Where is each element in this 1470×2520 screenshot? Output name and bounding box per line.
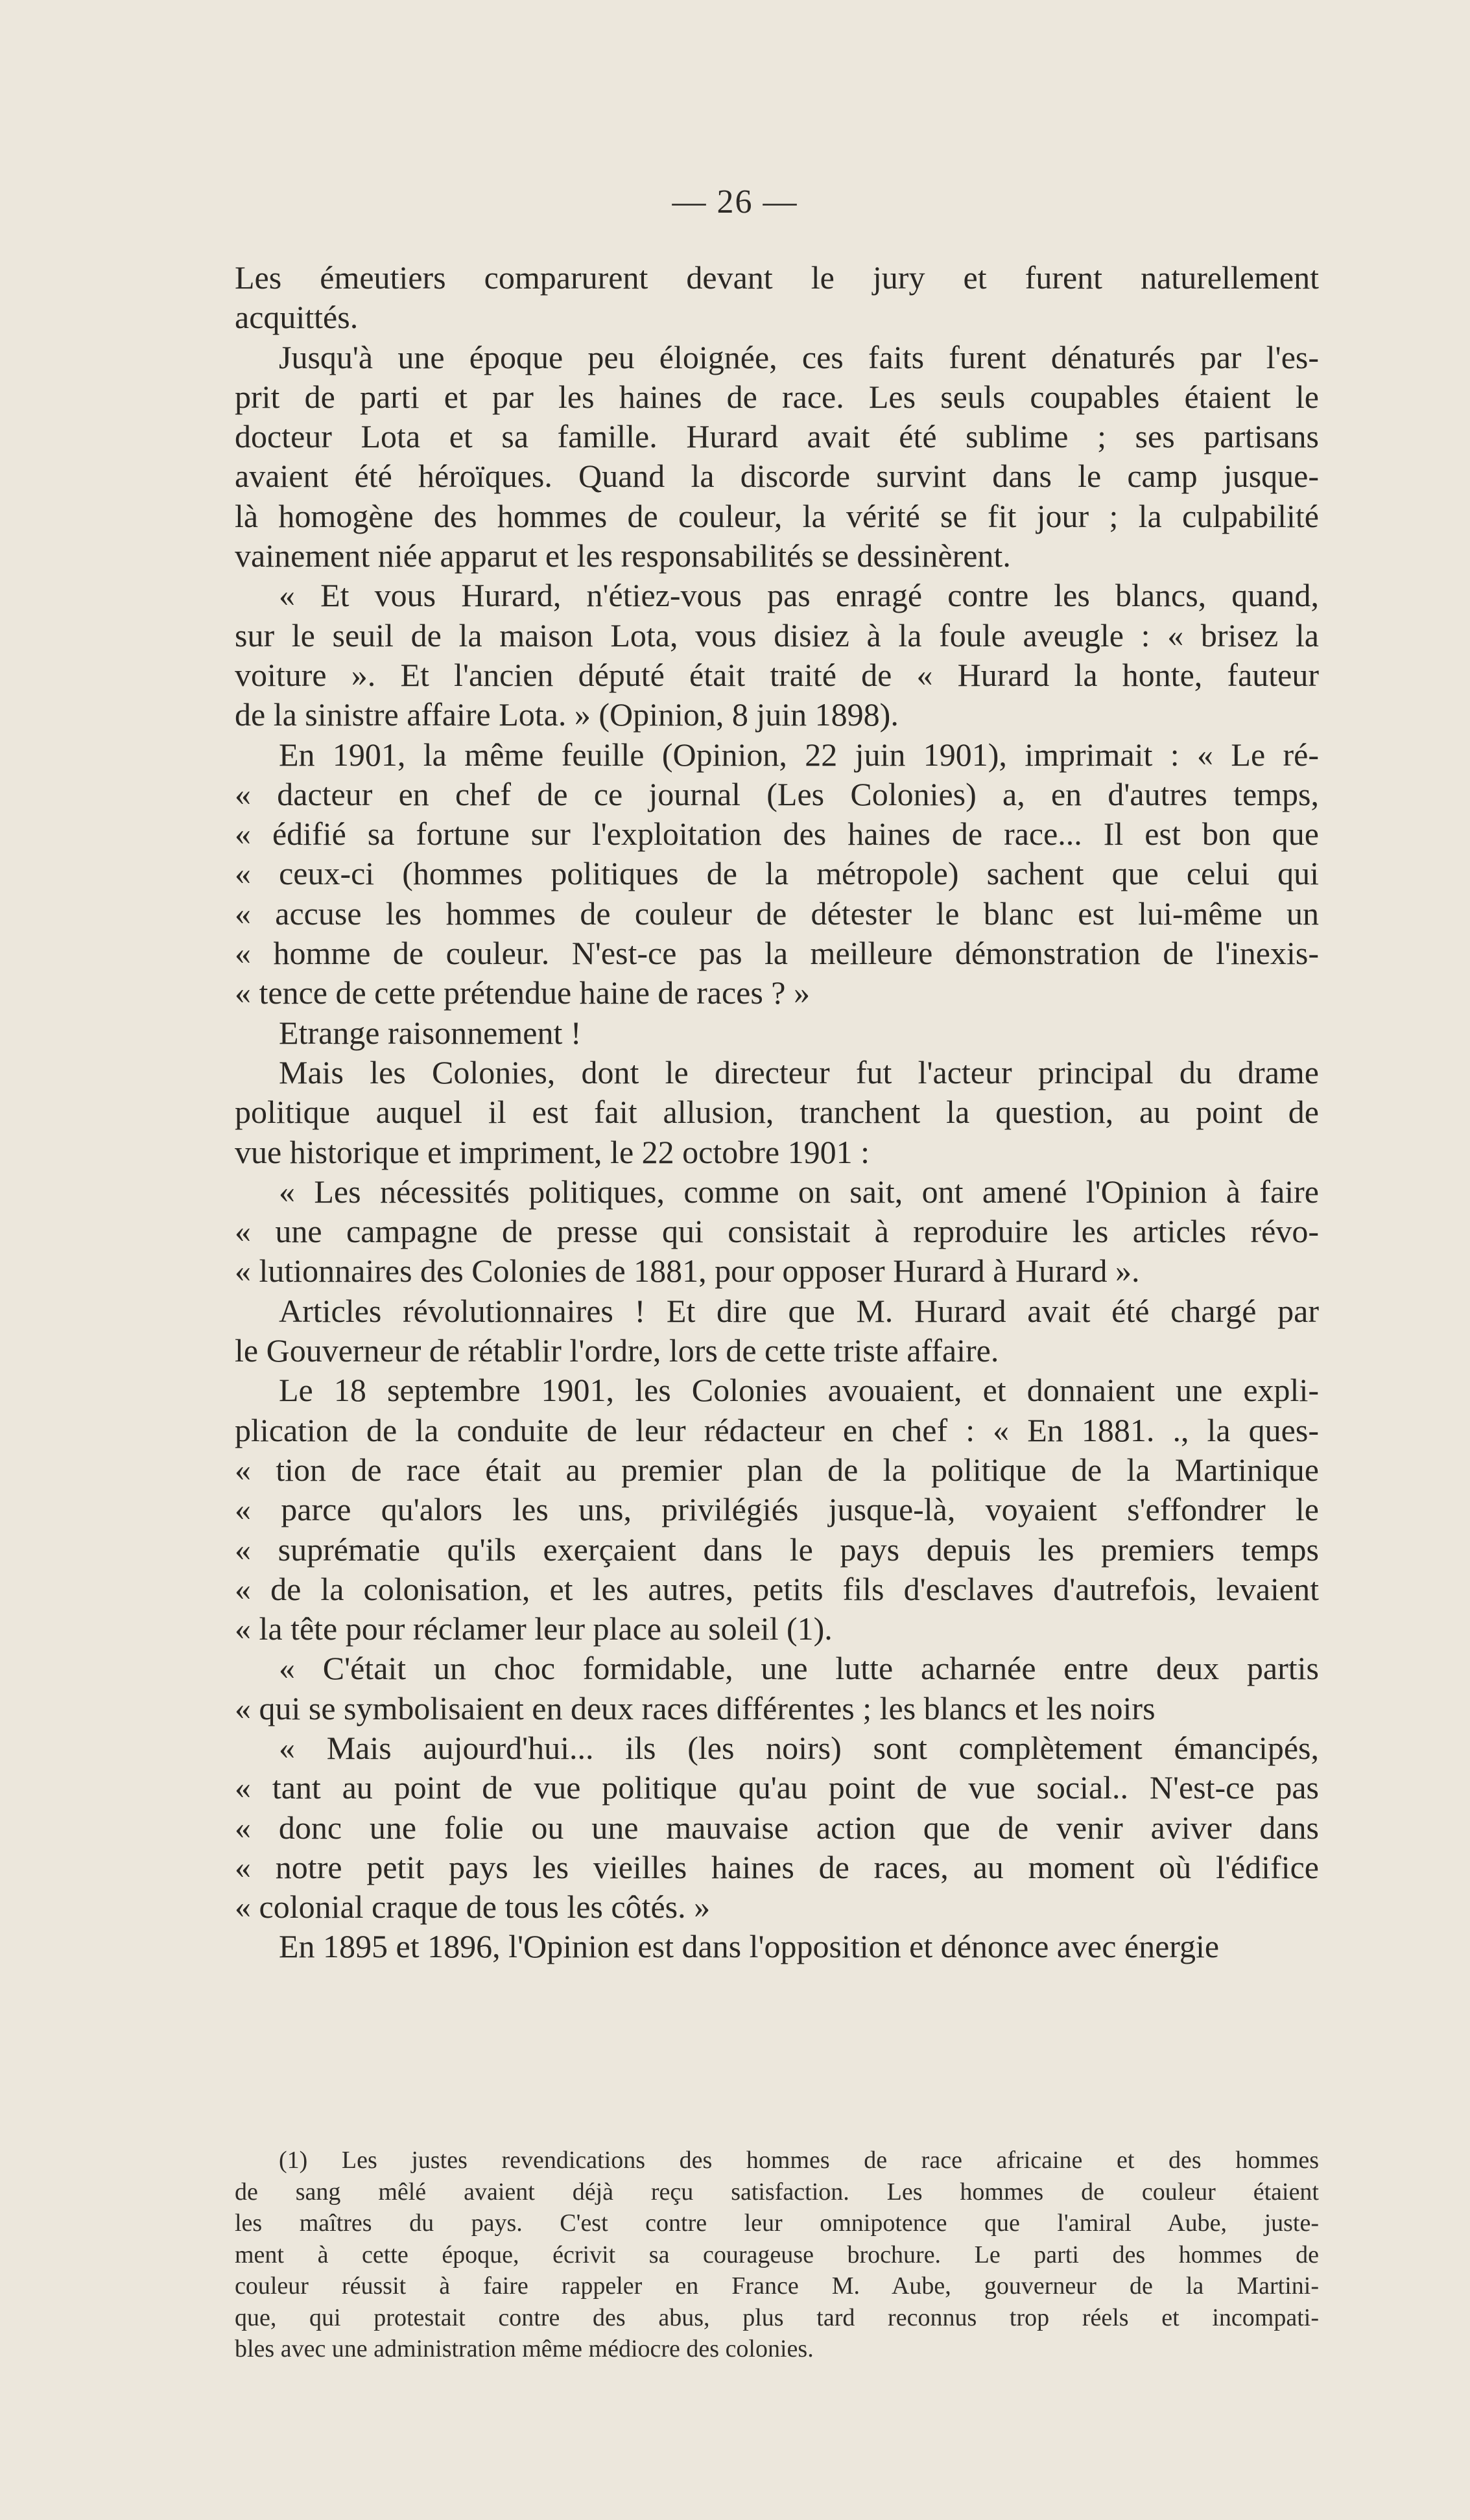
text-line: docteur Lota et sa famille. Hurard avait été sublime ; ses partisans: [235, 418, 1319, 455]
footnote-line: de sang mêlé avaient déjà reçu satisfaction. Les hommes de couleur étaient: [235, 2178, 1319, 2206]
text-line: « suprématie qu'ils exerçaient dans le pays depuis les premiers temps: [235, 1531, 1319, 1568]
body-text: [235, 258, 1319, 1967]
text-line: « Et vous Hurard, n'étiez-vous pas enragé contre les blancs, quand,: [279, 577, 1319, 614]
text-line: Mais les Colonies, dont le directeur fut l'acteur principal du drame: [279, 1054, 1319, 1090]
footnote-line: que, qui protestait contre des abus, plus tard reconnus trop réels et incompati-: [235, 2303, 1319, 2331]
text-line: « tion de race était au premier plan de la politique de la Martinique: [235, 1451, 1319, 1488]
text-line: « colonial craque de tous les côtés. »: [235, 1889, 711, 1925]
text-line: acquittés.: [235, 299, 359, 336]
footnote-line: les maîtres du pays. C'est contre leur omnipotence que l'amiral Aube, juste-: [235, 2209, 1319, 2237]
text-line: politique auquel il est fait allusion, tranchent la question, au point de: [235, 1094, 1319, 1131]
text-line: Etrange raisonnement !: [279, 1014, 582, 1051]
text-line: « homme de couleur. N'est-ce pas la meilleure démonstration de l'inexis-: [235, 935, 1319, 972]
text-line: « une campagne de presse qui consistait à reproduire les articles révo-: [235, 1213, 1319, 1250]
text-line: « Les nécessités politiques, comme on sait, ont amené l'Opinion à faire: [279, 1173, 1319, 1210]
text-line: « lutionnaires des Colonies de 1881, pour opposer Hurard à Hurard ».: [235, 1253, 1140, 1289]
text-line: « ceux-ci (hommes politiques de la métropole) sachent que celui qui: [235, 855, 1319, 892]
text-line: prit de parti et par les haines de race. Les seuls coupables étaient le: [235, 378, 1319, 415]
text-line: « tant au point de vue politique qu'au point de vue social.. N'est-ce pas: [235, 1769, 1319, 1806]
text-line: « édifié sa fortune sur l'exploitation des haines de race... Il est bon que: [235, 816, 1319, 853]
text-line: En 1901, la même feuille (Opinion, 22 juin 1901), imprimait : « Le ré-: [279, 736, 1319, 773]
footnotes: [235, 2145, 1319, 2365]
text-line: vainement niée apparut et les responsabilités se dessinèrent.: [235, 537, 1011, 574]
text-line: le Gouverneur de rétablir l'ordre, lors de cette triste affaire.: [235, 1332, 999, 1369]
text-line: « C'était un choc formidable, une lutte acharnée entre deux partis: [279, 1650, 1319, 1687]
text-line: « Mais aujourd'hui... ils (les noirs) sont complètement émancipés,: [279, 1729, 1319, 1766]
text-line: « qui se symbolisaient en deux races différentes ; les blancs et les noirs: [235, 1690, 1156, 1726]
text-line: « tence de cette prétendue haine de races ? »: [235, 974, 810, 1011]
text-line: « dacteur en chef de ce journal (Les Colonies) a, en d'autres temps,: [235, 775, 1319, 812]
text-line: vue historique et impriment, le 22 octobre 1901 :: [235, 1133, 870, 1170]
text-line: Articles révolutionnaires ! Et dire que M. Hurard avait été chargé par: [279, 1292, 1319, 1329]
text-line: « donc une folie ou une mauvaise action que de venir aviver dans: [235, 1809, 1319, 1846]
text-line: là homogène des hommes de couleur, la vérité se fit jour ; la culpabilité: [235, 497, 1319, 534]
text-line: Jusqu'à une époque peu éloignée, ces faits furent dénaturés par l'es-: [279, 338, 1319, 375]
text-line: En 1895 et 1896, l'Opinion est dans l'opposition et dénonce avec énergie: [279, 1928, 1220, 1965]
footnote-line: bles avec une administration même médiocre des colonies.: [235, 2335, 814, 2362]
text-line: « notre petit pays les vieilles haines de races, au moment où l'édifice: [235, 1848, 1319, 1885]
text-line: Les émeutiers comparurent devant le jury et furent naturellement: [235, 259, 1319, 296]
text-line: sur le seuil de la maison Lota, vous disiez à la foule aveugle : « brisez la: [235, 617, 1319, 654]
text-line: plication de la conduite de leur rédacteur en chef : « En 1881. ., la ques-: [235, 1411, 1319, 1448]
text-line: « la tête pour réclamer leur place au soleil (1).: [235, 1610, 833, 1647]
footnote-line: (1) Les justes revendications des hommes de race africaine et des hommes: [279, 2147, 1319, 2174]
footnote-line: ment à cette époque, écrivit sa courageuse brochure. Le parti des hommes de: [235, 2241, 1319, 2268]
text-line: « parce qu'alors les uns, privilégiés jusque-là, voyaient s'effondrer le: [235, 1491, 1319, 1528]
text-line: voiture ». Et l'ancien député était traité de « Hurard la honte, fauteur: [235, 656, 1319, 693]
page-number: — 26 —: [672, 183, 798, 220]
text-line: « accuse les hommes de couleur de détester le blanc est lui-même un: [235, 895, 1319, 932]
text-line: avaient été héroïques. Quand la discorde survint dans le camp jusque-: [235, 458, 1319, 495]
footnote-line: couleur réussit à faire rappeler en France M. Aube, gouverneur de la Martini-: [235, 2272, 1319, 2300]
text-line: de la sinistre affaire Lota. » (Opinion, 8 juin 1898).: [235, 696, 899, 733]
text-line: « de la colonisation, et les autres, petits fils d'esclaves d'autrefois, levaient: [235, 1570, 1319, 1607]
text-line: Le 18 septembre 1901, les Colonies avouaient, et donnaient une expli-: [279, 1372, 1319, 1409]
